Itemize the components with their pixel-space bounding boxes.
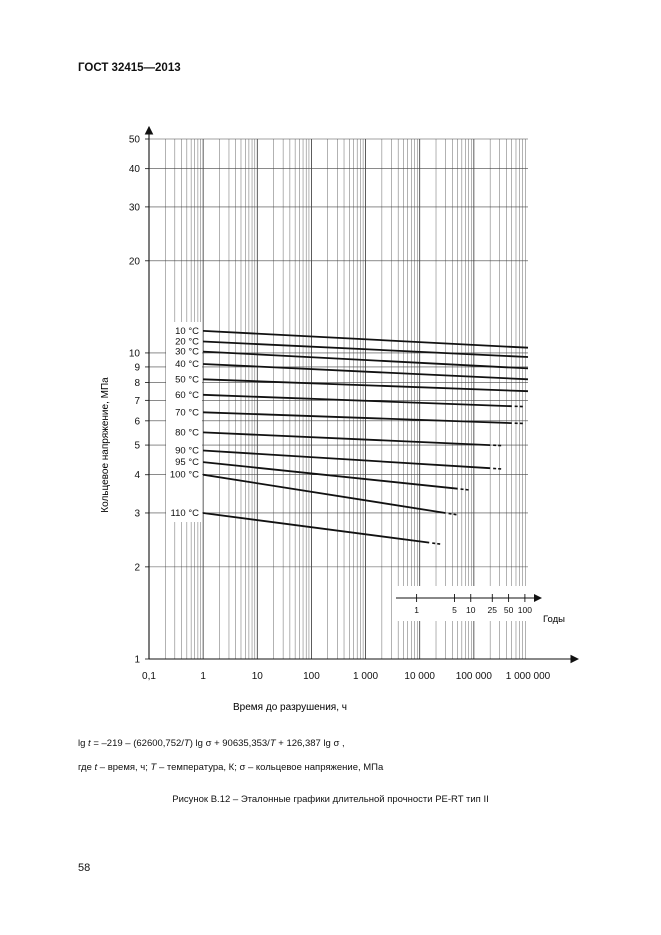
series-dashed-extension <box>449 513 458 514</box>
y-tick-label: 40 <box>128 164 140 176</box>
years-label: Годы <box>543 614 565 625</box>
x-tick-label: 10 000 <box>404 671 436 682</box>
standard-header: ГОСТ 32415—2013 <box>78 62 181 74</box>
y-tick-label: 10 <box>128 348 140 360</box>
y-tick-label: 3 <box>134 508 140 520</box>
y-tick-label: 6 <box>134 416 140 428</box>
formula-legend: где t – время, ч; T – температура, К; σ – кольцевое напряжение, МПа <box>78 762 384 773</box>
formula: lg t = –219 – (62600,752/T) lg σ + 90635,353/T + 126,387 lg σ , <box>78 738 345 749</box>
series-label: 70 °C <box>175 407 199 419</box>
years-tick-label: 5 <box>452 605 457 615</box>
x-tick-label: 0,1 <box>142 671 156 682</box>
series-dashed-extension <box>461 489 470 490</box>
y-axis-label: Кольцевое напряжение, МПа <box>100 377 111 513</box>
years-tick-label: 25 <box>487 605 498 615</box>
x-tick-label: 100 000 <box>455 671 492 682</box>
y-tick-label: 20 <box>128 256 140 268</box>
years-tick-label: 50 <box>503 605 514 615</box>
page-number: 58 <box>78 862 91 874</box>
y-tick-label: 1 <box>134 654 140 666</box>
series-label: 80 °C <box>175 427 199 439</box>
series-label: 50 °C <box>175 374 199 386</box>
y-tick-label: 5 <box>134 440 140 452</box>
years-tick-label: 1 <box>414 605 419 615</box>
years-tick-label: 10 <box>466 605 476 615</box>
years-axis <box>396 586 541 621</box>
series-label: 95 °C <box>175 457 199 469</box>
x-tick-label: 100 <box>303 671 320 682</box>
series-line <box>203 475 445 513</box>
y-tick-label: 4 <box>134 470 140 482</box>
series-label: 100 °C <box>169 469 199 481</box>
y-tick-label: 9 <box>134 362 140 374</box>
x-tick-label: 1 000 <box>353 671 379 682</box>
series-line <box>203 432 490 445</box>
x-tick-label: 10 <box>251 671 263 682</box>
y-tick-label: 30 <box>128 202 140 214</box>
x-axis-label: Время до разрушения, ч <box>233 702 347 713</box>
series-labels <box>166 322 202 522</box>
series-line <box>203 513 429 543</box>
x-tick-label: 1 <box>200 671 206 682</box>
x-tick-label: 1 000 000 <box>505 671 551 682</box>
y-tick-label: 50 <box>128 134 140 146</box>
y-tick-label: 8 <box>134 378 140 390</box>
years-band <box>396 586 528 621</box>
series-dashed-extension <box>493 468 502 469</box>
series-label: 90 °C <box>175 445 199 457</box>
series-label: 60 °C <box>175 389 199 401</box>
years-tick-label: 100 <box>517 605 532 615</box>
y-tick-label: 7 <box>134 395 140 407</box>
y-tick-label: 2 <box>134 562 140 574</box>
series-dashed-extension <box>432 543 441 544</box>
series-label: 20 °C <box>175 336 199 348</box>
series-label: 10 °C <box>175 325 199 337</box>
series-line <box>203 451 490 469</box>
figure-caption: Рисунок В.12 – Эталонные графики длительной прочности PE-RT тип II <box>172 794 489 805</box>
series-label: 40 °C <box>175 359 199 371</box>
series-label: 110 °C <box>170 507 199 519</box>
series-label: 30 °C <box>175 346 199 358</box>
